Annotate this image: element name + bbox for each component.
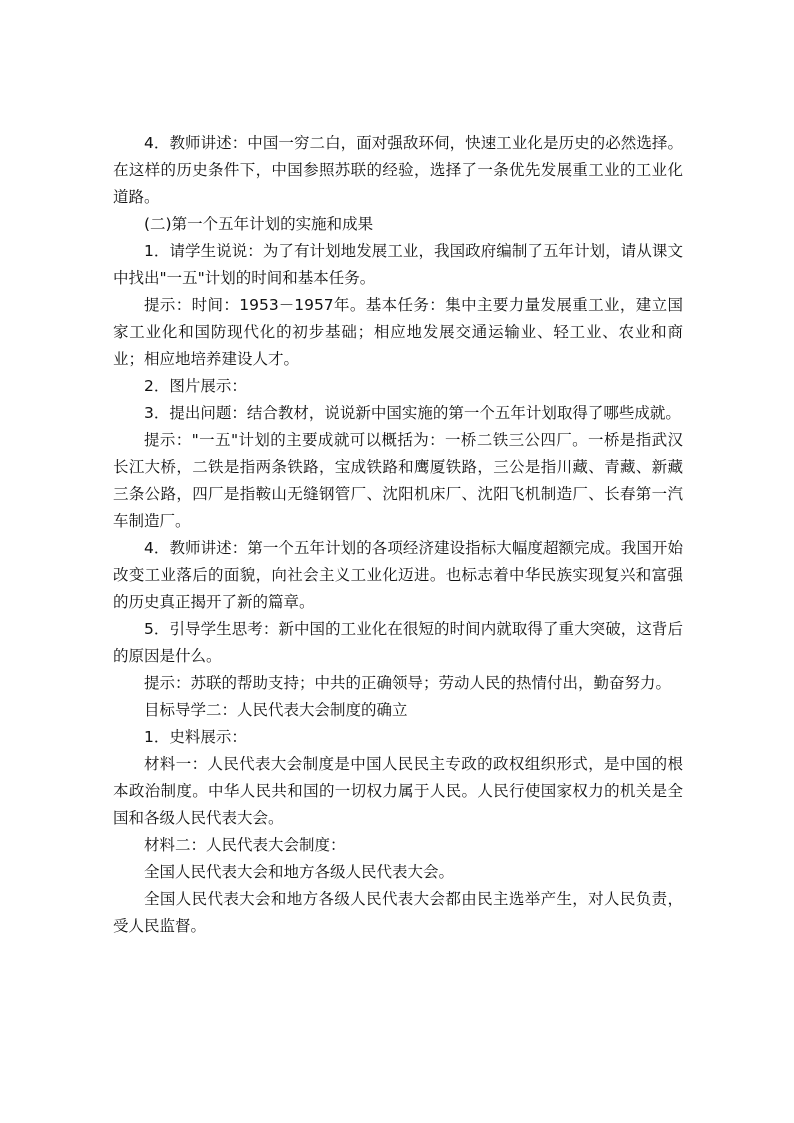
section-heading-first-five-year-plan: (二)第一个五年计划的实施和成果 (144, 215, 374, 233)
paragraph-material-two-title: 材料二：人民代表大会制度： (144, 836, 346, 854)
paragraph-image-display: 2．图片展示： (144, 377, 247, 395)
paragraph-question-achievements: 3．提出问题：结合教材，说说新中国实施的第一个五年计划取得了哪些成就。 (144, 404, 681, 422)
paragraph-material-two-line-two: 全国人民代表大会和地方各级人民代表大会都由民主选举产生，对人民负责，受人民监督。 (113, 890, 683, 935)
paragraph-guide-thinking: 5．引导学生思考：新中国的工业化在很短的时间内就取得了重大突破，这背后的原因是什么。 (113, 620, 683, 665)
paragraph-historical-material-display: 1．史料展示： (144, 728, 247, 746)
paragraph-teacher-narration-plan-result: 4．教师讲述：第一个五年计划的各项经济建设指标大幅度超额完成。我国开始改变工业落后的面貌，向社会主义工业化迈进。也标志着中华民族实现复兴和富强的历史真正揭开了新的篇章。 (113, 539, 683, 611)
paragraph-student-question-plan: 1．请学生说说：为了有计划地发展工业，我国政府编制了五年计划，请从课文中找出"一五"计划的时间和基本任务。 (113, 242, 683, 287)
document-body (113, 130, 683, 940)
paragraph-hint-achievements: 提示："一五"计划的主要成就可以概括为：一桥二铁三公四厂。一桥是指武汉长江大桥，二铁是指两条铁路，宝成铁路和鹰厦铁路，三公是指川藏、青藏、新藏三条公路，四厂是指鞍山无缝钢管厂、沈阳机床厂、沈阳飞机制造厂、长春第一汽车制造厂。 (113, 431, 683, 530)
paragraph-material-two-line-one: 全国人民代表大会和地方各级人民代表大会。 (144, 863, 455, 881)
paragraph-hint-plan-tasks: 提示：时间：1953－1957年。基本任务：集中主要力量发展重工业，建立国家工业化和国防现代化的初步基础；相应地发展交通运输业、轻工业、农业和商业；相应地培养建设人才。 (113, 296, 683, 368)
paragraph-hint-reasons: 提示：苏联的帮助支持；中共的正确领导；劳动人民的热情付出，勤奋努力。 (144, 674, 672, 692)
paragraph-teacher-narration-industrialization: 4．教师讲述：中国一穷二白，面对强敌环伺，快速工业化是历史的必然选择。在这样的历史条件下，中国参照苏联的经验，选择了一条优先发展重工业的工业化道路。 (113, 134, 683, 206)
section-heading-peoples-congress: 目标导学二：人民代表大会制度的确立 (144, 701, 408, 719)
paragraph-material-one: 材料一：人民代表大会制度是中国人民民主专政的政权组织形式，是中国的根本政治制度。中华人民共和国的一切权力属于人民。人民行使国家权力的机关是全国和各级人民代表大会。 (113, 755, 683, 827)
